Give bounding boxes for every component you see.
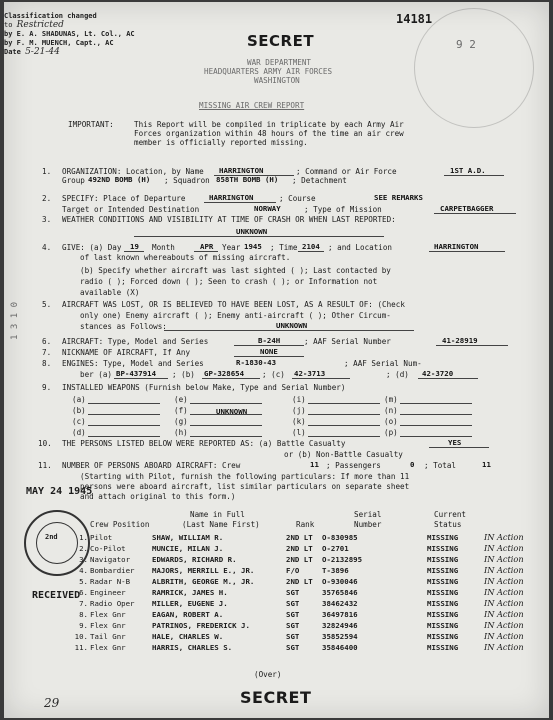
item-11-line-4: and attach original to this form.) xyxy=(80,492,236,501)
stamp-line-4: by F. M. MUENCH, Capt., AC xyxy=(4,39,114,47)
weapon-slot-line xyxy=(190,403,262,404)
item-10-number: 10. xyxy=(38,439,52,448)
item-4-month-label: Month xyxy=(152,243,175,252)
crew-status-handwritten: IN Action xyxy=(484,642,524,652)
item-11-total: 11 xyxy=(482,460,491,469)
crew-status: MISSING xyxy=(427,566,459,575)
item-5-number: 5. xyxy=(42,300,52,309)
weapon-slot-line xyxy=(308,425,380,426)
stamp-line-1: Classification changed xyxy=(4,12,97,20)
crew-rank: SGT xyxy=(286,632,300,641)
item-10-yes: YES xyxy=(448,438,462,447)
crew-name: HALE, CHARLES W. xyxy=(152,632,224,641)
item-8-engine-d: 42-3720 xyxy=(422,369,454,378)
item-4-day: 19 xyxy=(130,242,139,251)
crew-rank: SGT xyxy=(286,621,300,630)
crew-number: 9. xyxy=(79,621,88,630)
weapon-slot-label: (m) xyxy=(384,395,398,404)
crew-number: 2. xyxy=(79,544,88,553)
circle-stamp: 2nd xyxy=(24,510,90,576)
item-8-engine-a: BP-437914 xyxy=(116,369,157,378)
weapon-slot-line xyxy=(400,403,472,404)
item-8-line-2-label: ber (a) xyxy=(80,370,113,379)
weapon-slot-line xyxy=(88,403,160,404)
crew-serial: O-2701 xyxy=(322,544,349,553)
item-1-label: ORGANIZATION: Location, by Name xyxy=(62,167,204,176)
side-number: 1 3 1 0 xyxy=(10,302,20,340)
item-3-label: WEATHER CONDITIONS AND VISIBILITY AT TIME OF CRASH OR WHEN LAST REPORTED: xyxy=(62,215,396,224)
header-rank: Rank xyxy=(296,520,315,529)
item-1-command: 1ST A.D. xyxy=(450,166,486,175)
item-1-group: 492ND BOMB (H) xyxy=(88,175,151,184)
item-4-month: APR xyxy=(200,242,214,251)
header-serial-line-2: Number xyxy=(354,520,382,529)
item-11-crew: 11 xyxy=(310,460,319,469)
item-1-group-label: Group xyxy=(62,176,85,185)
crew-status-handwritten: IN Action xyxy=(484,609,524,619)
item-4-time: 2104 xyxy=(302,242,320,251)
crew-rank: F/O xyxy=(286,566,300,575)
important-line-3: member is officially reported missing. xyxy=(134,138,308,147)
document-number: 14181 xyxy=(396,12,433,26)
item-8-serial-label: ; AAF Serial Num- xyxy=(344,359,422,368)
item-8-d-label: ; (d) xyxy=(386,370,409,379)
weapon-slot-line xyxy=(190,425,262,426)
crew-serial: 32824946 xyxy=(322,621,358,630)
important-line-2: Forces organization within 48 hours of the time an air crew xyxy=(134,129,404,138)
crew-number: 1. xyxy=(79,533,88,542)
item-4-year: 1945 xyxy=(244,242,262,251)
crew-status: MISSING xyxy=(427,577,459,586)
table-row xyxy=(4,642,549,653)
crew-number: 11. xyxy=(74,643,88,652)
item-11-total-label: ; Total xyxy=(424,461,457,470)
weapon-slot-line xyxy=(190,436,262,437)
item-2-number: 2. xyxy=(42,194,52,203)
crew-status-handwritten: IN Action xyxy=(484,532,524,542)
crew-position: Flex Gnr xyxy=(90,621,126,630)
crew-name: SHAW, WILLIAM R. xyxy=(152,533,224,542)
weapon-slot-label: (o) xyxy=(384,417,398,426)
crew-position: Tail Gnr xyxy=(90,632,126,641)
item-3-number: 3. xyxy=(42,215,52,224)
table-row xyxy=(4,609,549,620)
document-page xyxy=(4,2,549,718)
item-7-nickname: NONE xyxy=(260,347,278,356)
item-4-line-4: radio ( ); Forced down ( ); Seen to crash ( ); or Information not xyxy=(80,277,378,286)
corner-mark: 9 2 xyxy=(456,38,476,51)
crew-number: 5. xyxy=(79,577,88,586)
stamp-hand-restricted: Restricted xyxy=(16,20,64,30)
received-date-stamp: MAY 24 1945 xyxy=(26,486,93,497)
item-8-label: ENGINES: Type, Model and Series xyxy=(62,359,204,368)
weapon-slot-label: (j) xyxy=(292,406,306,415)
item-2-mission: CARPETBAGGER xyxy=(440,204,494,213)
item-8-b-label: ; (b) xyxy=(172,370,195,379)
item-8-number: 8. xyxy=(42,359,52,368)
item-5-line-3: stances as Follows: xyxy=(80,322,167,331)
weapon-slot-label: (i) xyxy=(292,395,306,404)
weapon-slot-line xyxy=(308,403,380,404)
crew-status: MISSING xyxy=(427,643,459,652)
crew-status-handwritten: IN Action xyxy=(484,620,524,630)
crew-rank: SGT xyxy=(286,643,300,652)
crew-rank: SGT xyxy=(286,599,300,608)
item-7-number: 7. xyxy=(42,348,52,357)
weapon-slot-label: (n) xyxy=(384,406,398,415)
crew-serial: T-3896 xyxy=(322,566,349,575)
header-status-line-1: Current xyxy=(434,510,467,519)
item-4-number: 4. xyxy=(42,243,52,252)
crew-position: Flex Gnr xyxy=(90,610,126,619)
crew-number: 8. xyxy=(79,610,88,619)
item-3-weather: UNKNOWN xyxy=(236,227,268,236)
weapon-slot-line xyxy=(88,414,160,415)
item-1-squadron-label: ; Squadron xyxy=(164,176,210,185)
crew-number: 4. xyxy=(79,566,88,575)
table-row xyxy=(4,554,549,565)
item-2-target-label: Target or Intended Destination xyxy=(62,205,200,214)
item-7-label: NICKNAME OF AIRCRAFT, If Any xyxy=(62,348,191,357)
item-1-location: HARRINGTON xyxy=(219,166,264,175)
weapon-slot-line xyxy=(88,436,160,437)
header-status-line-2: Status xyxy=(434,520,462,529)
crew-serial: O-830985 xyxy=(322,533,358,542)
crew-serial: 38462432 xyxy=(322,599,358,608)
item-5-cause: UNKNOWN xyxy=(276,321,308,330)
item-4-line-2: of last known whereabouts of missing aircraft. xyxy=(80,253,291,262)
item-6-serial: 41-28919 xyxy=(442,336,478,345)
header-crew-position: Crew Position xyxy=(90,520,150,529)
weapon-slot-label: (g) xyxy=(174,417,188,426)
crew-position: Radar N-B xyxy=(90,577,131,586)
crew-status: MISSING xyxy=(427,544,459,553)
item-10-line-2: or (b) Non-Battle Casualty xyxy=(284,450,403,459)
table-row xyxy=(4,620,549,631)
crew-number: 6. xyxy=(79,588,88,597)
item-8-engines: R-1830-43 xyxy=(236,358,277,367)
item-6-label: AIRCRAFT: Type, Model and Series xyxy=(62,337,209,346)
faded-round-stamp xyxy=(414,8,534,128)
crew-position: Engineer xyxy=(90,588,126,597)
item-8-engine-b: GP-328654 xyxy=(204,369,245,378)
item-2-mission-label: ; Type of Mission xyxy=(304,205,382,214)
weapon-slot-line xyxy=(400,436,472,437)
crew-status-handwritten: IN Action xyxy=(484,587,524,597)
weapon-slot-line xyxy=(400,425,472,426)
header-name-line-1: Name in Full xyxy=(190,510,245,519)
item-9-label: INSTALLED WEAPONS (Furnish below Make, Type and Serial Number) xyxy=(62,383,346,392)
item-1-detachment-label: ; Detachment xyxy=(292,176,347,185)
item-11-line-2: (Starting with Pilot, furnish the following particulars: If more than 11 xyxy=(80,472,410,481)
item-4-label: GIVE: (a) Day xyxy=(62,243,122,252)
item-10-label: THE PERSONS LISTED BELOW WERE REPORTED AS: (a) Battle Casualty xyxy=(62,439,346,448)
item-2-course-label: ; Course xyxy=(279,194,316,203)
table-row xyxy=(4,543,549,554)
item-4-time-label: ; Time xyxy=(270,243,298,252)
weapon-slot-label: (p) xyxy=(384,428,398,437)
crew-rank: 2ND LT xyxy=(286,555,313,564)
item-2-course: SEE REMARKS xyxy=(374,193,423,202)
header-line-1: WAR DEPARTMENT xyxy=(247,58,312,67)
crew-status: MISSING xyxy=(427,555,459,564)
weapon-slot-line xyxy=(308,436,380,437)
crew-name: PATRINOS, FREDERICK J. xyxy=(152,621,250,630)
crew-position: Pilot xyxy=(90,533,113,542)
table-row xyxy=(4,587,549,598)
crew-rank: 2ND LT xyxy=(286,533,313,542)
crew-position: Radio Oper xyxy=(90,599,135,608)
crew-name: HARRIS, CHARLES S. xyxy=(152,643,233,652)
crew-status-handwritten: IN Action xyxy=(484,565,524,575)
classification-stamp xyxy=(4,12,179,57)
item-1-cmd-label: ; Command or Air Force xyxy=(296,167,397,176)
item-8-c-label: ; (c) xyxy=(262,370,285,379)
item-2-departure: HARRINGTON xyxy=(209,193,254,202)
crew-serial: 35852594 xyxy=(322,632,358,641)
crew-rank: SGT xyxy=(286,610,300,619)
item-6-model: B-24H xyxy=(258,336,281,345)
item-1-squadron: 858TH BOMB (H) xyxy=(216,175,279,184)
crew-serial: O-930046 xyxy=(322,577,358,586)
crew-status-handwritten: IN Action xyxy=(484,631,524,641)
crew-serial: 36497816 xyxy=(322,610,358,619)
crew-status-handwritten: IN Action xyxy=(484,543,524,553)
weapon-slot-label: (c) xyxy=(72,417,86,426)
crew-status-handwritten: IN Action xyxy=(484,576,524,586)
weapon-slot-label: (l) xyxy=(292,428,306,437)
item-5-line-2: only one) Enemy aircraft ( ); Enemy anti-aircraft ( ); Other Circum- xyxy=(80,311,391,320)
crew-position: Co-Pilot xyxy=(90,544,126,553)
weapon-slot-label: (a) xyxy=(72,395,86,404)
weapon-slot-label: (e) xyxy=(174,395,188,404)
important-line-1: This Report will be compiled in triplicate by each Army Air xyxy=(134,120,404,129)
item-5-label: AIRCRAFT WAS LOST, OR IS BELIEVED TO HAVE BEEN LOST, AS A RESULT OF: (Check xyxy=(62,300,405,309)
crew-status: MISSING xyxy=(427,588,459,597)
crew-serial: O-2132895 xyxy=(322,555,363,564)
crew-rank: SGT xyxy=(286,588,300,597)
item-2-target: NORWAY xyxy=(254,204,281,213)
item-6-number: 6. xyxy=(42,337,52,346)
crew-status-handwritten: IN Action xyxy=(484,598,524,608)
header-name-line-2: (Last Name First) xyxy=(182,520,260,529)
corner-note: 29 xyxy=(44,696,60,710)
crew-number: 10. xyxy=(74,632,88,641)
item-2-label: SPECIFY: Place of Departure xyxy=(62,194,186,203)
item-4-line-5: available (X) xyxy=(80,288,140,297)
weapon-slot-label: (k) xyxy=(292,417,306,426)
table-row xyxy=(4,576,549,587)
secret-bottom: SECRET xyxy=(240,688,312,707)
item-11-label: NUMBER OF PERSONS ABOARD AIRCRAFT: Crew xyxy=(62,461,241,470)
crew-status: MISSING xyxy=(427,599,459,608)
weapon-slot-line xyxy=(400,414,472,415)
crew-position: Navigator xyxy=(90,555,131,564)
crew-position: Flex Gnr xyxy=(90,643,126,652)
crew-status: MISSING xyxy=(427,632,459,641)
crew-status: MISSING xyxy=(427,621,459,630)
stamp-hand-date: 5-21-44 xyxy=(25,47,60,57)
item-9-weapons: UNKNOWN xyxy=(216,407,248,416)
stamp-line-3: by E. A. SHADUNAS, Lt. Col., AC xyxy=(4,30,135,38)
crew-name: RAMRICK, JAMES H. xyxy=(152,588,228,597)
item-11-passengers: 0 xyxy=(410,460,415,469)
crew-name: EAGAN, ROBERT A. xyxy=(152,610,224,619)
table-row xyxy=(4,565,549,576)
weapon-slot-label: (d) xyxy=(72,428,86,437)
received-stamp: RECEIVED xyxy=(32,590,81,601)
header-serial-line-1: Serial xyxy=(354,510,382,519)
important-label: IMPORTANT: xyxy=(68,120,114,129)
report-title: MISSING AIR CREW REPORT xyxy=(199,101,305,110)
crew-rank: 2ND LT xyxy=(286,577,313,586)
stamp-line-5: Date 5-21-44 xyxy=(4,47,60,57)
header-line-2: HEADQUARTERS ARMY AIR FORCES xyxy=(204,67,333,76)
item-11-number: 11. xyxy=(38,461,52,470)
crew-serial: 35846400 xyxy=(322,643,358,652)
item-4-line-3: (b) Specify whether aircraft was last sighted ( ); Last contacted by xyxy=(80,266,391,275)
over-note: (Over) xyxy=(254,670,282,679)
item-4-location: HARRINGTON xyxy=(434,242,479,251)
table-row xyxy=(4,532,549,543)
crew-name: MUNCIE, MILAN J. xyxy=(152,544,224,553)
weapon-slot-line xyxy=(88,425,160,426)
crew-name: EDWARDS, RICHARD R. xyxy=(152,555,237,564)
item-4-year-label: Year xyxy=(222,243,241,252)
weapon-slot-label: (f) xyxy=(174,406,188,415)
crew-status: MISSING xyxy=(427,610,459,619)
item-8-engine-c: 42-3713 xyxy=(294,369,326,378)
weapon-slot-label: (h) xyxy=(174,428,188,437)
item-11-passengers-label: ; Passengers xyxy=(326,461,381,470)
crew-name: MILLER, EUGENE J. xyxy=(152,599,228,608)
stamp-line-2: to Restricted xyxy=(4,20,64,30)
item-4-location-label: ; and Location xyxy=(328,243,393,252)
crew-position: Bombardier xyxy=(90,566,135,575)
header-line-3: WASHINGTON xyxy=(254,76,300,85)
crew-status-handwritten: IN Action xyxy=(484,554,524,564)
crew-name: MAJORS, MERRILL E., JR. xyxy=(152,566,255,575)
table-row xyxy=(4,631,549,642)
table-row xyxy=(4,598,549,609)
item-9-number: 9. xyxy=(42,383,52,392)
crew-serial: 35765846 xyxy=(322,588,358,597)
crew-number: 7. xyxy=(79,599,88,608)
secret-top: SECRET xyxy=(247,32,315,50)
crew-rank: 2ND LT xyxy=(286,544,313,553)
crew-number: 3. xyxy=(79,555,88,564)
crew-status: MISSING xyxy=(427,533,459,542)
weapon-slot-line xyxy=(308,414,380,415)
weapon-slot-label: (b) xyxy=(72,406,86,415)
crew-name: ALBRITH, GEORGE M., JR. xyxy=(152,577,255,586)
item-11-line-3: persons were aboard aircraft, list similar particulars on separate sheet xyxy=(80,482,410,491)
item-1-number: 1. xyxy=(42,167,52,176)
item-6-serial-label: ; AAF Serial Number xyxy=(304,337,391,346)
